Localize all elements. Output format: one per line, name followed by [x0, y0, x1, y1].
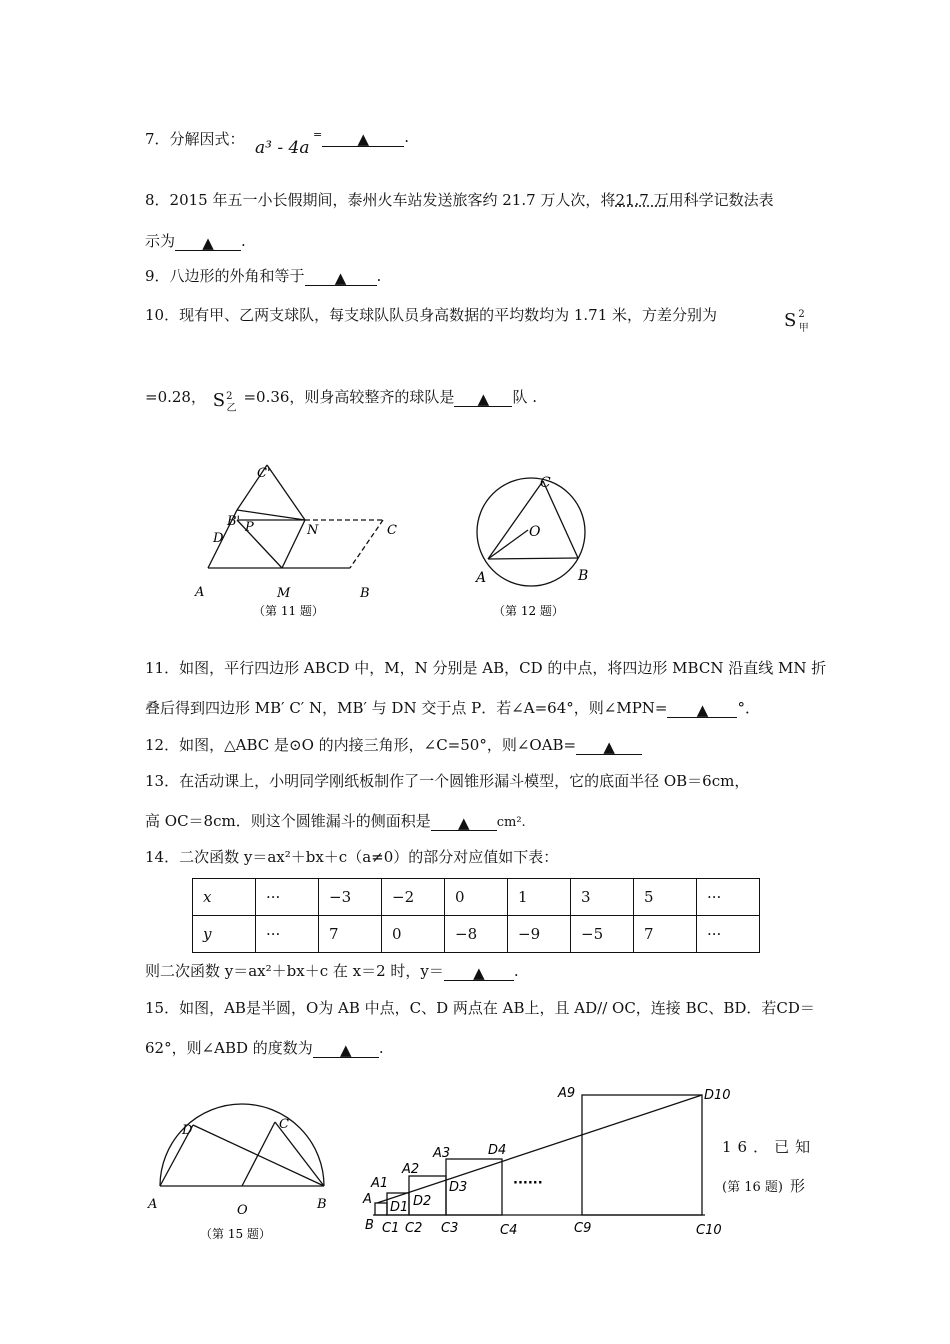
fig11-label-c: C	[387, 523, 397, 538]
table-row-y	[193, 916, 760, 953]
table-cell: 1	[508, 879, 571, 916]
value-table	[192, 878, 760, 953]
fig11-label-a: A	[195, 585, 205, 600]
q7-answer: = ▲ .	[313, 128, 409, 148]
fig15-label-c: C	[279, 1117, 289, 1132]
fig16-label-a2: A2	[402, 1162, 420, 1177]
fig12-segment	[488, 530, 528, 559]
question-15-line-2: 62°，则∠ABD 的度数为 ▲ .	[145, 1039, 384, 1059]
question-10-line-1: 10．现有甲、乙两支球队，每支球队队员身高数据的平均数均为 1.71 米，方差分别为	[145, 306, 718, 324]
fig12-caption: （第 12 题）	[493, 604, 564, 618]
fig15-label-o: O	[237, 1203, 248, 1218]
fig11-segment	[237, 510, 305, 520]
fig11-label-n: N	[307, 523, 319, 538]
fig16-label-c3: C3	[441, 1221, 459, 1236]
table-cell: −9	[508, 916, 571, 953]
fig11-dashed	[350, 520, 383, 568]
fig16-label-d3: D3	[449, 1180, 468, 1195]
table-row-x	[193, 879, 760, 916]
q10-s-yi: $S^2_乙$	[212, 390, 237, 414]
fig16-label-a1: A1	[371, 1176, 389, 1191]
fig12-label-o: O	[529, 524, 541, 540]
fig16-label-a9: A9	[558, 1086, 576, 1101]
table-cell: −5	[571, 916, 634, 953]
answer-blank[interactable]: ▲	[576, 740, 642, 755]
answer-blank[interactable]: ▲	[313, 1043, 379, 1058]
fig11-segment	[282, 520, 305, 568]
fig12-label-c: C	[540, 475, 551, 491]
fig16-label-d4: D4	[488, 1143, 507, 1158]
fig16-label-d2: D2	[413, 1194, 432, 1209]
fig16-square-1	[375, 1203, 387, 1215]
question-13-line-1: 13．在活动课上，小明同学刚纸板制作了一个圆锥形漏斗模型，它的底面半径 OB＝6cm，	[145, 772, 750, 790]
question-16-line-2: 形	[790, 1177, 806, 1195]
fig11-caption: （第 11 题）	[253, 604, 324, 618]
question-14-after: 则二次函数 y＝ax²＋bx＋c 在 x＝2 时，y＝ ▲ .	[145, 962, 519, 982]
answer-blank[interactable]: ▲	[305, 271, 377, 286]
fig15-semicircle	[160, 1104, 324, 1186]
question-11-line-1: 11．如图，平行四边形 ABCD 中，M，N 分别是 AB，CD 的中点，将四边形 MBCN 沿直线 MN 折	[145, 659, 827, 677]
q8-underlined: 21.7 万	[615, 191, 669, 209]
fig16-label-c2: C2	[405, 1221, 423, 1236]
answer-blank[interactable]: ▲	[444, 966, 514, 981]
fig11-label-d: D	[213, 531, 224, 546]
fig16-label-c4: C4	[500, 1223, 518, 1238]
figure-11	[185, 455, 425, 625]
table-cell: 7	[319, 916, 382, 953]
fig12-label-a: A	[476, 570, 487, 586]
fig15-segment	[242, 1122, 275, 1186]
table-cell: −8	[445, 916, 508, 953]
table-cell: 0	[445, 879, 508, 916]
question-10-line-2: =0.28， $S^2_乙=0.36$，则身高较整齐的球队是 ▲ 队 .	[145, 388, 537, 414]
table-cell: 0	[382, 916, 445, 953]
figure-16	[355, 1075, 735, 1245]
question-13-line-2: 高 OC＝8cm．则这个圆锥漏斗的侧面积是 ▲ cm².	[145, 812, 526, 832]
question-9: 9．八边形的外角和等于 ▲ .	[145, 267, 382, 287]
table-cell: −3	[319, 879, 382, 916]
q7-prefix: 7．分解因式：	[145, 130, 245, 148]
fig11-label-cp: C'	[257, 466, 271, 481]
fig16-label-d1: D1	[390, 1200, 409, 1215]
table-cell: ···	[256, 916, 319, 953]
fig11-label-p: P	[245, 520, 254, 535]
table-cell: −2	[382, 879, 445, 916]
fig15-segment	[193, 1125, 324, 1186]
fig15-label-d: D	[182, 1123, 193, 1138]
fig15-caption: （第 15 题）	[200, 1227, 271, 1241]
fig12-segment	[488, 481, 543, 559]
table-cell: x	[193, 879, 256, 916]
fig16-label-c9: C9	[574, 1221, 592, 1236]
fig16-label-d10: D10	[704, 1088, 731, 1103]
fig11-label-m: M	[277, 586, 291, 601]
table-cell: ···	[256, 879, 319, 916]
table-cell: 3	[571, 879, 634, 916]
fig16-label-a3: A3	[433, 1146, 451, 1161]
answer-blank[interactable]: ▲	[454, 392, 512, 407]
fig16-label-a: A	[363, 1192, 372, 1207]
fig16-square-10	[582, 1095, 702, 1215]
figure-15	[145, 1090, 345, 1250]
fig12-label-b: B	[578, 568, 589, 584]
question-12: 12．如图，△ABC 是⊙O 的内接三角形，∠C=50°，则∠OAB= ▲	[145, 734, 642, 755]
question-8-line-1: 8．2015 年五一小长假期间，泰州火车站发送旅客约 21.7 万人次，将21.7 万用科学记数法表	[145, 191, 774, 209]
table-cell: 5	[634, 879, 697, 916]
table-cell: ···	[697, 916, 760, 953]
fig11-label-b: B	[360, 586, 370, 601]
fig11-segment	[267, 465, 305, 520]
answer-blank[interactable]: ▲	[322, 132, 404, 147]
question-11-line-2: 叠后得到四边形 MB′ C′ N，MB′ 与 DN 交于点 P．若∠A=64°，则∠MPN= ▲ °．	[145, 699, 760, 719]
question-16-line-1: 16．已知	[722, 1138, 817, 1156]
fig16-dots: ······	[513, 1176, 543, 1191]
fig15-label-a: A	[148, 1197, 158, 1212]
q7-expression: a³ - 4a	[255, 138, 310, 158]
question-8-line-2: 示为 ▲ .	[145, 232, 246, 252]
table-cell: 7	[634, 916, 697, 953]
table-cell: ···	[697, 879, 760, 916]
question-14-intro: 14．二次函数 y＝ax²＋bx＋c（a≠0）的部分对应值如下表：	[145, 848, 559, 866]
answer-blank[interactable]: ▲	[667, 703, 737, 718]
fig11-label-bp: B'	[227, 514, 241, 529]
question-15-line-1: 15．如图，AB是半圆，O为 AB 中点，C、D 两点在 AB上，且 AD// OC，连接 BC、BD．若CD＝	[145, 999, 815, 1017]
q10-s-jia: S $^2_甲$	[784, 309, 809, 334]
fig12-segment	[543, 481, 578, 558]
fig16-caption: (第 16 题)	[722, 1180, 783, 1195]
fig11-segment	[237, 520, 282, 568]
fig16-label-c1: C1	[382, 1221, 400, 1236]
table-cell: y	[193, 916, 256, 953]
fig16-label-b: B	[365, 1218, 374, 1233]
fig16-label-c10: C10	[696, 1223, 722, 1238]
figure-12	[468, 470, 618, 620]
question-7	[145, 128, 245, 149]
fig12-segment	[488, 558, 578, 559]
answer-blank[interactable]: ▲	[175, 236, 241, 251]
answer-blank[interactable]: ▲	[431, 816, 497, 831]
fig15-label-b: B	[317, 1197, 327, 1212]
